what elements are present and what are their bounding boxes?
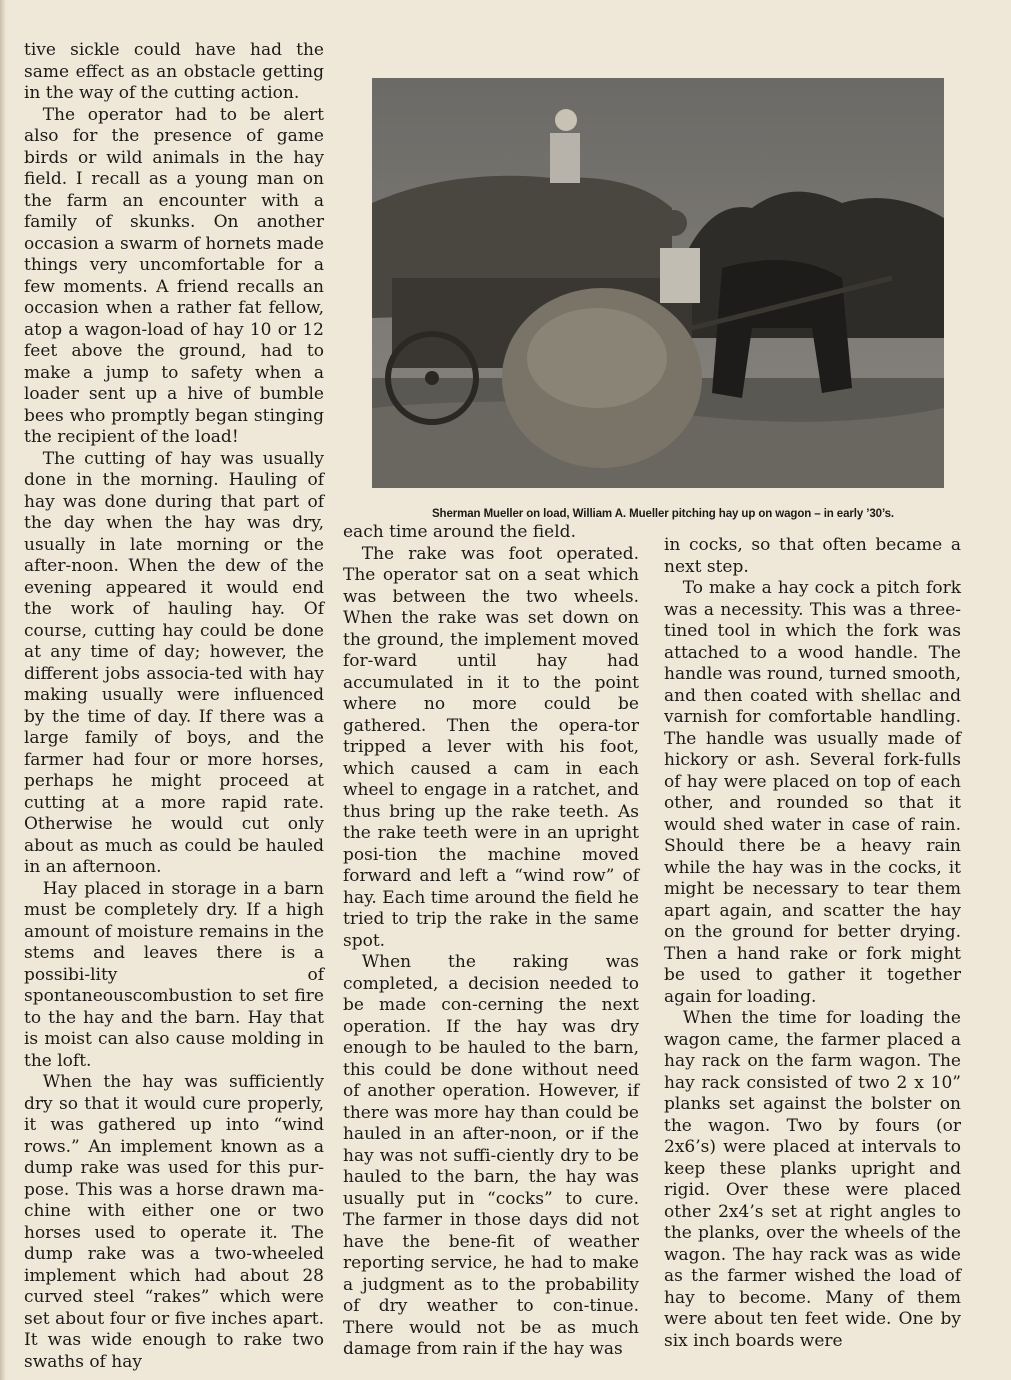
paragraph: each time around the field. — [343, 522, 576, 542]
text-column-3 — [664, 535, 961, 1352]
paragraph: in cocks, so that often became a next step. — [664, 535, 961, 577]
paragraph: The rake was foot operated. The operator sat on a seat which was between the two wheels. When the rake was set down on the ground, the implement moved for-ward until hay had accumulated in it to the point where no more could be gathered. Then the opera-tor tripped a lever with his foot, which caused a cam in each wheel to engage in a ratchet, and thus bring up the rake teeth. As the rake teeth were in an upright posi-tion the machine moved forward and left a “wind row” of hay. Each time around the field he tried to trip the rake in the same spot. — [343, 543, 639, 951]
text-column-1 — [24, 40, 324, 1373]
hay-wagon-photo — [372, 78, 944, 488]
paragraph: When the time for loading the wagon came, the farmer placed a hay rack on the farm wagon. The hay rack consisted of two 2 x 10” planks set against the bolster on the wagon. Two by fours (or 2x6’s) were placed at intervals to keep these planks upright and rigid. Over these were placed other 2x4’s set at right angles to the planks, over the wheels of the wagon. The hay rack was as wide as the farmer wished the load of hay to become. Many of them were about ten feet wide. One by six inch boards were — [664, 1008, 961, 1351]
paragraph: To make a hay cock a pitch fork was a necessity. This was a three-tined tool in which the fork was attached to a wood handle. The handle was round, turned smooth, and then coated with shellac and varnish for comfortable handling. The handle was usually made of hickory or ash. Several fork-fulls of hay were placed on top of each other, and rounded so that it would shed water in case of rain. Should there be a heavy rain while the hay was in the cocks, it might be necessary to tear them apart again, and scatter the hay on the ground for better drying. Then a hand rake or fork might be used to gather it together again for loading. — [664, 578, 961, 1007]
paragraph: When the hay was sufficiently dry so that it would cure properly, it was gathered up into “wind rows.” An implement known as a dump rake was used for this pur-pose. This was a horse drawn ma-chine with either one or two horses used to operate it. The dump rake was a two-wheeled implement which had about 28 curved steel “rakes” which were set about four or five inches apart. It was wide enough to rake two swaths of hay — [24, 1072, 324, 1372]
paragraph: Hay placed in storage in a barn must be completely dry. If a high amount of moisture remains in the stems and leaves there is a possibi-lity of spontaneouscombustion to set fire to the hay and the barn. Hay that is moist can also cause molding in the loft. — [24, 878, 324, 1071]
paragraph: tive sickle could have had the same effect as an obstacle getting in the way of the cutting action. — [24, 40, 324, 103]
paragraph: When the raking was completed, a decision needed to be made con-cerning the next operation. If the hay was dry enough to be hauled to the barn, this could be done without need of another operation. However, if there was more hay than could be hauled in an after-noon, or if the hay was not suffi-ciently dry to be hauled to the barn, the hay was usually put in “cocks” to cure. The farmer in those days did not have the bene-fit of weather reporting service, he had to make a judgment as to the probability of dry weather to con-tinue. There would not be as much damage from rain if the hay was — [343, 952, 639, 1359]
hay-wagon-photo-image — [372, 78, 944, 488]
paragraph: The operator had to be alert also for the presence of game birds or wild animals in the hay field. I recall as a young man on the farm an encounter with a family of skunks. On another occasion a swarm of hornets made things very uncomfortable for a few moments. A friend recalls an occasion when a rather fat fellow, atop a wagon-load of hay 10 or 12 feet above the ground, had to make a jump to safety when a loader sent up a hive of bumble bees who promptly began stinging the recipient of the load! — [24, 104, 324, 447]
photo-caption: Sherman Mueller on load, William A. Mueller pitching hay up on wagon – in early ’30’s. — [431, 508, 895, 520]
page-edge — [0, 0, 6, 1380]
text-column-2 — [343, 522, 639, 1361]
paragraph: The cutting of hay was usually done in the morning. Hauling of hay was done during that part of the day when the hay was dry, usually in late morning or the after-noon. When the dew of the evening appeared it would end the work of hauling hay. Of course, cutting hay could be done at any time of day; however, the different jobs associa-ted with hay making usually were influenced by the time of day. If there was a large family of boys, and the farmer had four or more horses, perhaps he might proceed at cutting at a more rapid rate. Otherwise he would cut only about as much as could be hauled in an afternoon. — [24, 448, 324, 877]
